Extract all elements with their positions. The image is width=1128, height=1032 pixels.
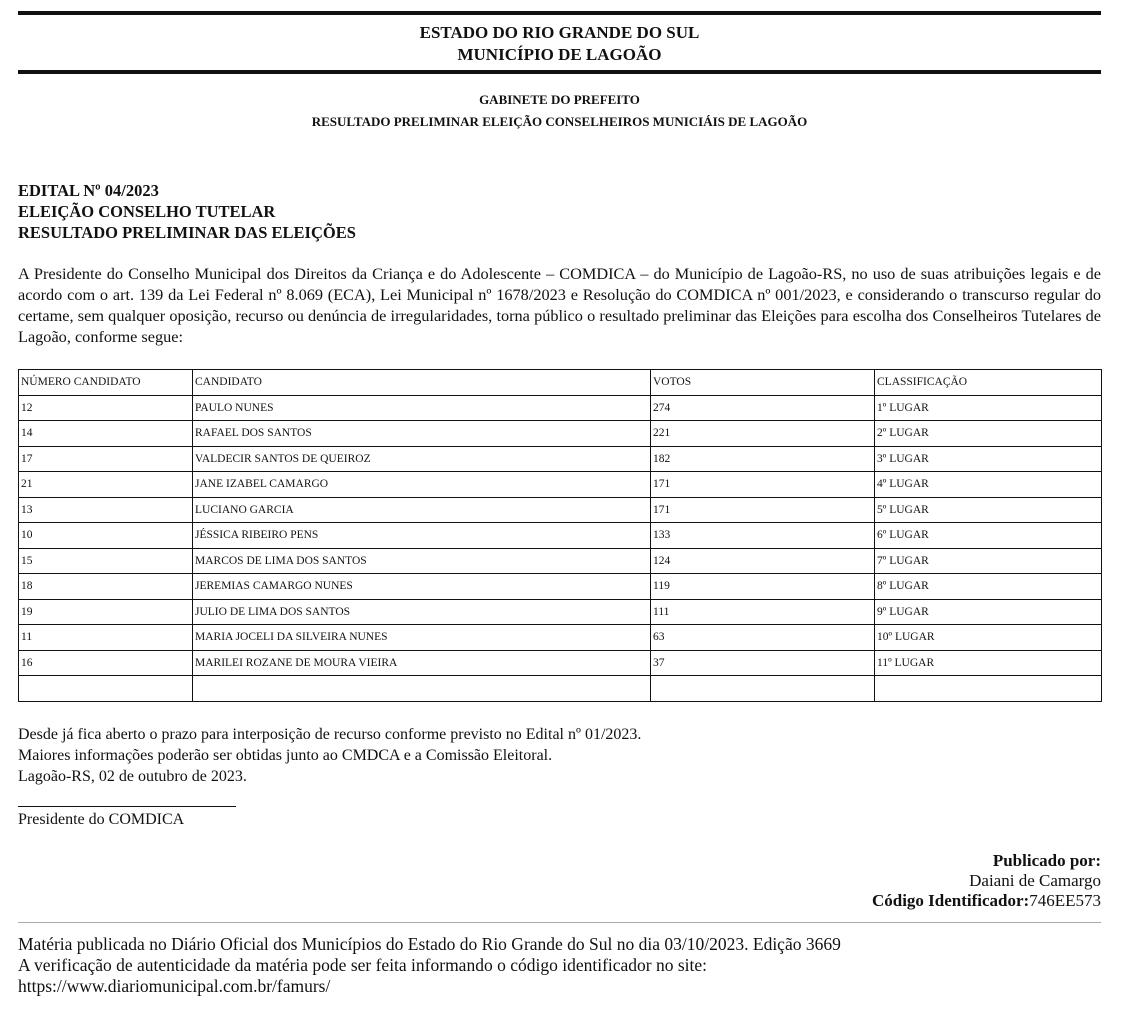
edital-number: EDITAL Nº 04/2023 (18, 181, 159, 200)
cell-classification: 2º LUGAR (875, 421, 1102, 447)
cell-votes: 171 (651, 472, 875, 498)
place-date: Lagoão-RS, 02 de outubro de 2023. (18, 768, 247, 785)
table-row (19, 574, 1102, 600)
cell-classification: 4º LUGAR (875, 472, 1102, 498)
table-row (19, 548, 1102, 574)
signature-line (18, 806, 236, 807)
cell-candidate-number: 16 (19, 650, 193, 676)
cell-votes: 171 (651, 497, 875, 523)
cell-classification: 9º LUGAR (875, 599, 1102, 625)
cell-candidate-name: JÉSSICA RIBEIRO PENS (193, 523, 651, 549)
cell-candidate-number: 12 (19, 395, 193, 421)
cell-candidate-number: 15 (19, 548, 193, 574)
cell-classification: 11º LUGAR (875, 650, 1102, 676)
cell-candidate-name: JEREMIAS CAMARGO NUNES (193, 574, 651, 600)
cell-candidate-number: 19 (19, 599, 193, 625)
cell-candidate-name: MARIA JOCELI DA SILVEIRA NUNES (193, 625, 651, 651)
table-row (19, 625, 1102, 651)
identifier-label: Código Identificador: (871, 891, 1030, 910)
table-row (19, 676, 1102, 702)
publication-note: Matéria publicada no Diário Oficial dos Municípios do Estado do Rio Grande do Sul no dia 03/10/2023. Edição 3669 (18, 934, 841, 954)
table-header-row (19, 370, 1102, 396)
cell-votes: 221 (651, 421, 875, 447)
published-by-label: Publicado por: (992, 851, 1101, 870)
results-table (18, 369, 1102, 702)
cell-classification: 6º LUGAR (875, 523, 1102, 549)
cell-candidate-name: JANE IZABEL CAMARGO (193, 472, 651, 498)
intro-paragraph: A Presidente do Conselho Municipal dos Direitos da Criança e do Adolescente – COMDICA – do Município de Lagoão-RS, no uso de suas atribuições legais e de acordo com o art. 139 da Lei Federal nº 8.069 (ECA), Lei Municipal nº 1678/2023 e Resolução do COMDICA nº 001/2023, e considerando o transcurso regular do certame, sem qualquer oposição, recurso ou denúncia de irregularidades, torna público o resultado preliminar das Eleições para escolha dos Conselheiros Tutelares de Lagoão, conforme segue: (18, 264, 1101, 346)
footer-divider (18, 922, 1101, 923)
verification-note: A verificação de autenticidade da matéria pode ser feita informando o código identificador no site: (18, 955, 708, 975)
cell-votes: 37 (651, 650, 875, 676)
cell-candidate-number: 21 (19, 472, 193, 498)
municipality-heading: MUNICÍPIO DE LAGOÃO (457, 45, 662, 64)
publisher-name: Daiani de Camargo (969, 871, 1101, 890)
cell-candidate-number (19, 676, 193, 702)
cell-votes: 63 (651, 625, 875, 651)
cell-classification: 5º LUGAR (875, 497, 1102, 523)
result-heading: RESULTADO PRELIMINAR DAS ELEIÇÕES (18, 223, 356, 242)
cell-classification (875, 676, 1102, 702)
cell-candidate-name: MARILEI ROZANE DE MOURA VIEIRA (193, 650, 651, 676)
cell-candidate-number: 14 (19, 421, 193, 447)
closing-notes (18, 724, 641, 787)
document-subtitle: RESULTADO PRELIMINAR ELEIÇÃO CONSELHEIROS MUNICIÁIS DE LAGOÃO (311, 114, 808, 129)
identifier-code (872, 891, 1101, 911)
cell-votes: 124 (651, 548, 875, 574)
cell-votes (651, 676, 875, 702)
verification-url[interactable]: https://www.diariomunicipal.com.br/famurs/ (18, 976, 331, 996)
signature-role: Presidente do COMDICA (18, 811, 185, 828)
cell-candidate-number: 11 (19, 625, 193, 651)
cell-candidate-name: LUCIANO GARCIA (193, 497, 651, 523)
edital-title (18, 180, 356, 243)
cell-candidate-name (193, 676, 651, 702)
cell-candidate-number: 13 (19, 497, 193, 523)
appeal-notice: Desde já fica aberto o prazo para interposição de recurso conforme previsto no Edital nº 01/2023. (18, 726, 642, 743)
table-row (19, 650, 1102, 676)
cell-votes: 274 (651, 395, 875, 421)
column-header-votes: VOTOS (651, 370, 875, 396)
cell-candidate-name: MARCOS DE LIMA DOS SANTOS (193, 548, 651, 574)
office-heading: GABINETE DO PREFEITO (479, 92, 640, 107)
cell-candidate-name: RAFAEL DOS SANTOS (193, 421, 651, 447)
table-row (19, 446, 1102, 472)
column-header-candidate: CANDIDATO (193, 370, 651, 396)
cell-classification: 10º LUGAR (875, 625, 1102, 651)
cell-votes: 133 (651, 523, 875, 549)
cell-classification: 7º LUGAR (875, 548, 1102, 574)
cell-votes: 111 (651, 599, 875, 625)
state-heading: ESTADO DO RIO GRANDE DO SUL (419, 23, 700, 42)
cell-candidate-name: PAULO NUNES (193, 395, 651, 421)
cell-classification: 1º LUGAR (875, 395, 1102, 421)
table-row (19, 472, 1102, 498)
header-bottom-rule (18, 70, 1101, 74)
table-row (19, 421, 1102, 447)
cell-candidate-number: 17 (19, 446, 193, 472)
table-row (19, 599, 1102, 625)
publication-info (872, 851, 1101, 911)
cell-candidate-name: VALDECIR SANTOS DE QUEIROZ (193, 446, 651, 472)
info-notice: Maiores informações poderão ser obtidas junto ao CMDCA e a Comissão Eleitoral. (18, 747, 553, 764)
table-row (19, 523, 1102, 549)
cell-votes: 182 (651, 446, 875, 472)
cell-classification: 8º LUGAR (875, 574, 1102, 600)
cell-classification: 3º LUGAR (875, 446, 1102, 472)
table-row (19, 497, 1102, 523)
table-body (19, 395, 1102, 701)
cell-candidate-number: 10 (19, 523, 193, 549)
identifier-value: 746EE573 (1029, 891, 1101, 910)
column-header-classification: CLASSIFICAÇÃO (875, 370, 1102, 396)
publication-footer (18, 934, 841, 997)
election-name: ELEIÇÃO CONSELHO TUTELAR (18, 202, 276, 221)
cell-candidate-number: 18 (19, 574, 193, 600)
column-header-number: NÚMERO CANDIDATO (19, 370, 193, 396)
table-row (19, 395, 1102, 421)
cell-candidate-name: JULIO DE LIMA DOS SANTOS (193, 599, 651, 625)
cell-votes: 119 (651, 574, 875, 600)
top-rule (18, 11, 1101, 15)
